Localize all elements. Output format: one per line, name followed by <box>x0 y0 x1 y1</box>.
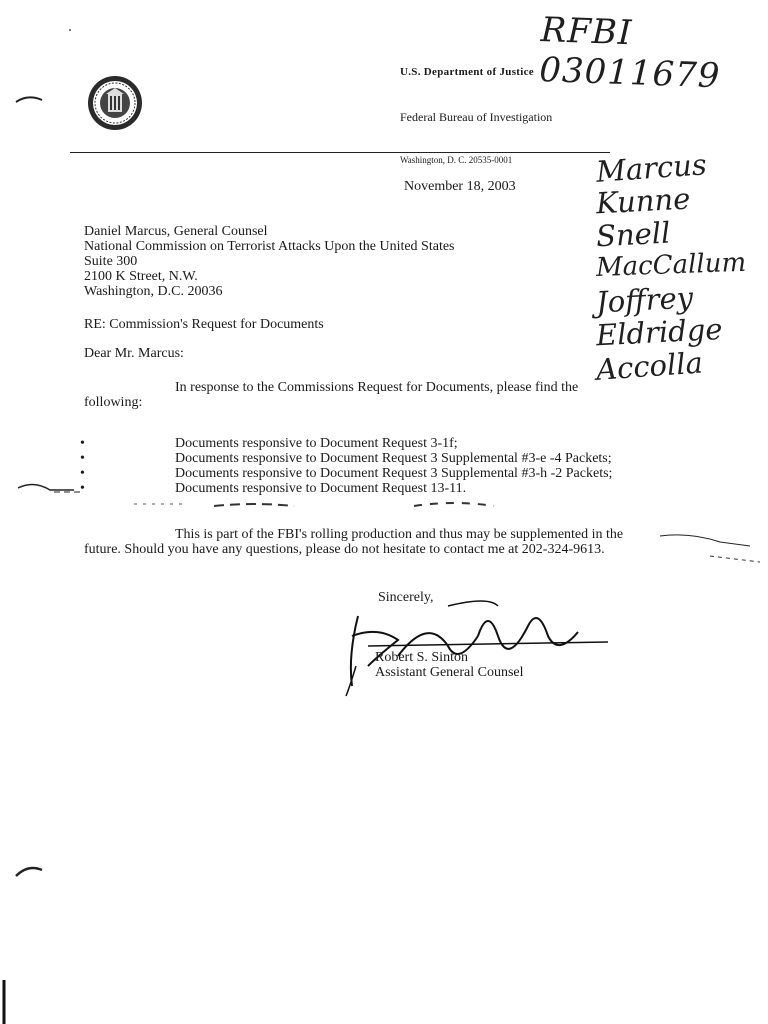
letterhead-bureau: Federal Bureau of Investigation <box>400 110 553 124</box>
stray-mark <box>14 92 44 106</box>
closing-line-1: This is part of the FBI's rolling production and thus may be supplemented in the <box>175 527 624 542</box>
bullet-icon: • <box>80 466 85 481</box>
subject-line: RE: Commission's Request for Documents <box>84 317 324 332</box>
scan-artifact <box>14 476 614 516</box>
intro-line-1: In response to the Commissions Request for Documents, please find the <box>175 380 579 395</box>
signatory-name: Robert S. Sinton <box>375 650 468 665</box>
margin-note: Accolla <box>594 345 704 387</box>
margin-note: MacCallum <box>595 247 747 283</box>
list-item <box>80 436 720 451</box>
recipient-line: National Commission on Terrorist Attacks Upon the United States <box>84 239 455 254</box>
margin-note: Joffrey <box>595 280 694 320</box>
stray-mark <box>66 26 74 34</box>
handwritten-doc-id: RFBI 03011679 <box>538 10 722 97</box>
intro-line-2: following: <box>84 395 143 410</box>
letterhead-department: U.S. Department of Justice <box>400 66 534 78</box>
closing-line-2: future. Should you have any questions, please do not hesitate to contact me at 202-324-9613. <box>84 542 605 557</box>
fbi-seal-icon <box>86 74 144 132</box>
margin-note: Snell <box>595 215 672 254</box>
recipient-line: Daniel Marcus, General Counsel <box>84 224 268 239</box>
signatory-title: Assistant General Counsel <box>375 665 524 680</box>
recipient-line: Washington, D.C. 20036 <box>84 284 223 299</box>
recipient-address <box>84 224 455 299</box>
list-item-text: Documents responsive to Document Request 3-1f; <box>175 436 458 451</box>
margin-note: Marcus <box>594 147 708 189</box>
scan-artifact <box>600 526 766 576</box>
list-item-text: Documents responsive to Document Request 3 Supplemental #3-e -4 Packets; <box>175 451 612 466</box>
list-item <box>80 451 720 466</box>
list-item-text: Documents responsive to Document Request 13-11. <box>175 481 467 496</box>
stray-mark <box>14 862 44 880</box>
margin-note: Eldridge <box>595 311 724 353</box>
letterhead-rule <box>70 152 610 153</box>
margin-note: Kunne <box>595 181 692 221</box>
stray-mark <box>0 980 10 1024</box>
margin-notes <box>594 147 766 387</box>
recipient-line: 2100 K Street, N.W. <box>84 269 198 284</box>
letterhead-address: Washington, D. C. 20535-0001 <box>400 155 513 165</box>
recipient-line: Suite 300 <box>84 254 138 269</box>
bullet-icon: • <box>80 436 85 451</box>
list-item-text: Documents responsive to Document Request 3 Supplemental #3-h -2 Packets; <box>175 466 613 481</box>
bullet-icon: • <box>80 481 85 496</box>
valediction: Sincerely, <box>378 590 434 605</box>
salutation: Dear Mr. Marcus: <box>84 346 184 361</box>
bullet-icon: • <box>80 451 85 466</box>
letter-date: November 18, 2003 <box>404 179 516 194</box>
